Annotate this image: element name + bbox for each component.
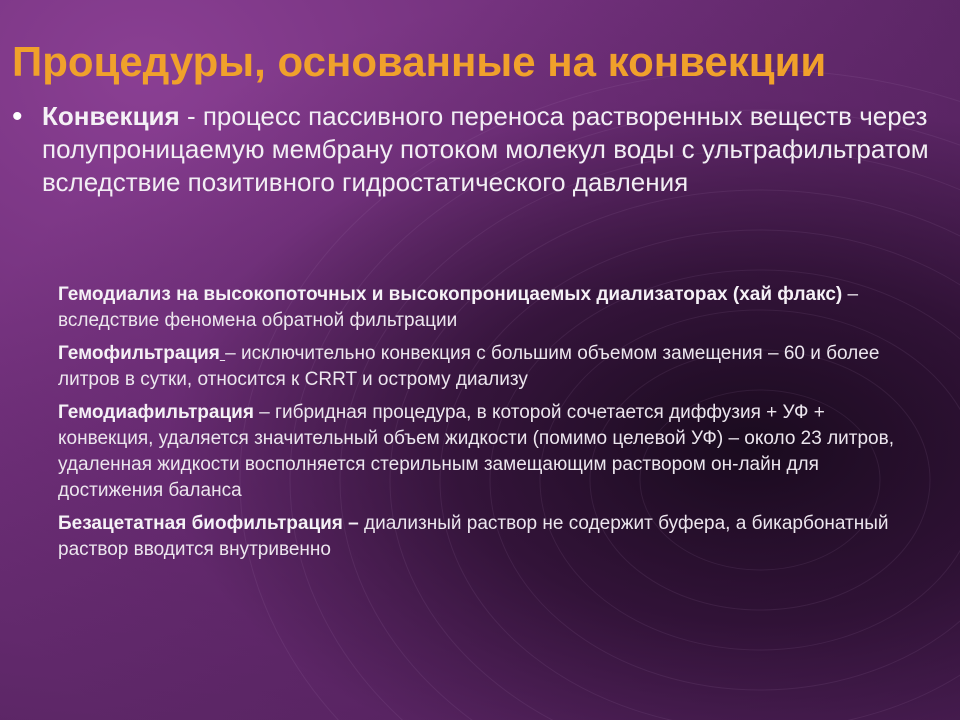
item-term: Гемодиализ на высокопоточных и высокопроницаемых диализаторах (хай флакс): [58, 284, 843, 305]
main-bullet: [12, 100, 942, 199]
list-item: [58, 400, 898, 504]
item-term: Гемофильтрация: [58, 343, 220, 364]
item-term: Безацетатная биофильтрация –: [58, 513, 359, 534]
bullet-icon: •: [12, 100, 23, 133]
list-item: [58, 511, 898, 563]
definition-text: [42, 100, 942, 199]
list-item: [58, 282, 898, 334]
item-term: Гемодиафильтрация: [58, 402, 254, 423]
item-text: –вследствие феномена обратной фильтрации: [58, 284, 859, 331]
item-text: – гибридная процедура, в которой сочетается диффузия + УФ + конвекция, удаляется значительный объем жидкости (помимо целевой УФ) – около 23 литров, удаленная жидкости восполняется стерильным замещающим раствором он-лайн для достижения баланса: [58, 402, 894, 501]
list-item: [58, 341, 898, 393]
item-text: диализный раствор не содержит буфера, а бикарбонатный раствор вводится внутривенно: [58, 513, 889, 560]
definition-body: - процесс пассивного переноса растворенных веществ через полупроницаемую мембрану потоком молекул воды с ультрафильтратом вследствие позитивного гидростатического давления: [42, 101, 929, 197]
slide-title: Процедуры, основанные на конвекции: [12, 38, 827, 85]
definition-term: Конвекция: [42, 101, 180, 131]
item-text: – исключительно конвекция с большим объемом замещения – 60 и более литров в сутки, относится к CRRT и острому диализу: [58, 343, 880, 390]
procedure-list: [58, 282, 898, 570]
